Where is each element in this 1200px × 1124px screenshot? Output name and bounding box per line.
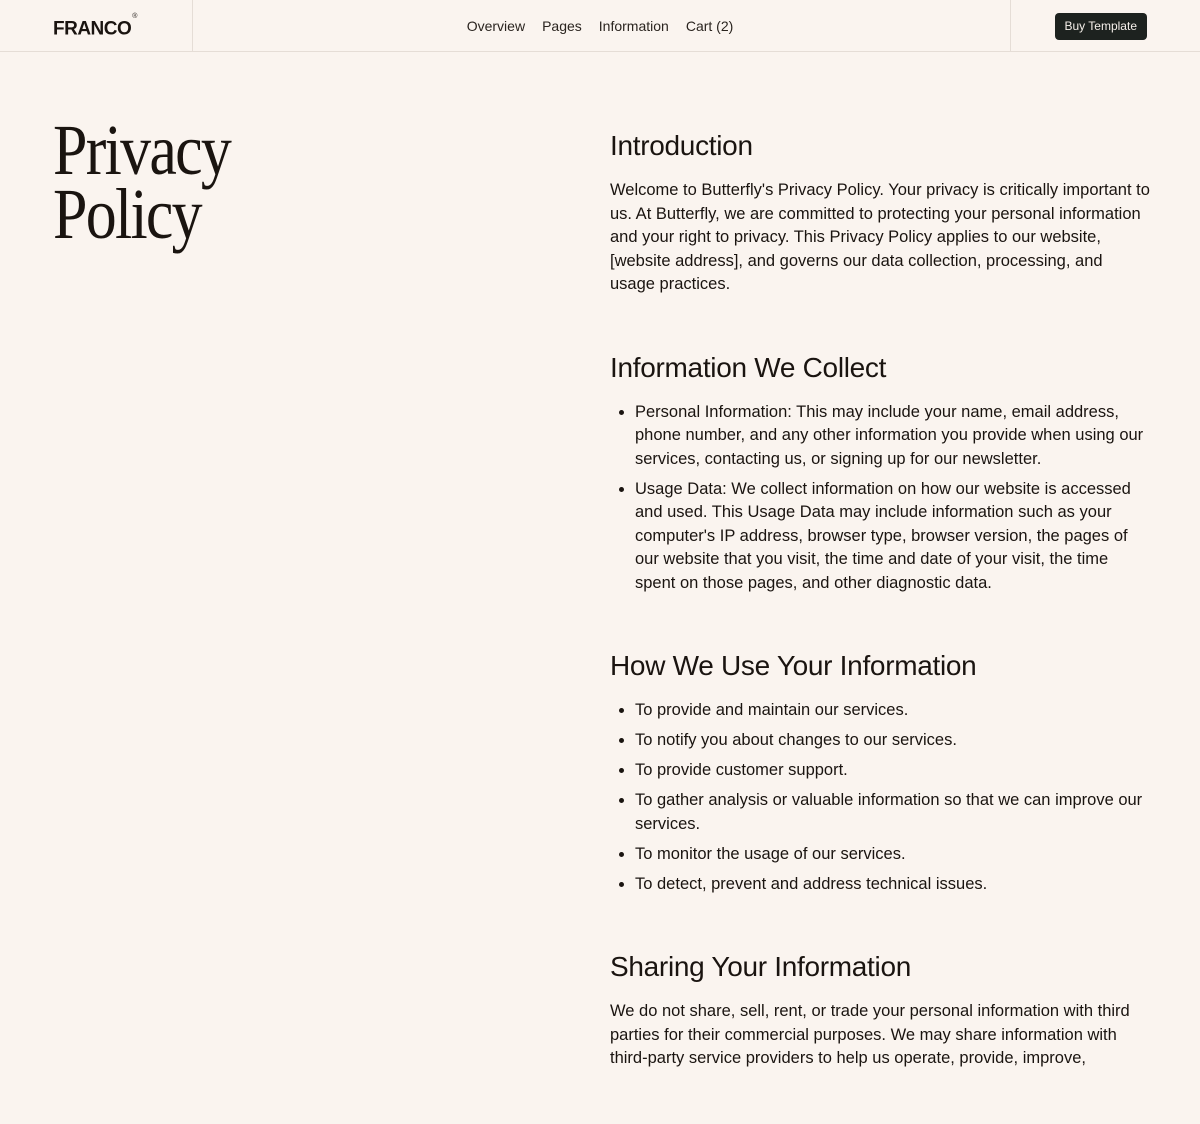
section-paragraph: We do not share, sell, rent, or trade your personal information with third parties for their commercial purposes. We may share information with third-party service providers to help us operate, provide, improve, [610,1002,1130,1067]
nav-overview[interactable]: Overview [466,18,526,34]
buy-template-button[interactable]: Buy Template [1055,13,1148,40]
nav-cart[interactable]: Cart (2) [685,18,734,34]
list-item: • To notify you about changes to our services. [635,729,1150,753]
list-item: • To provide and maintain our services. [635,699,1150,723]
section-sharing [610,949,1150,1071]
section-introduction [610,128,1150,297]
nav-information[interactable]: Information [598,18,669,34]
logo-cell [0,0,193,52]
page-title [53,110,277,254]
section-information-we-collect [610,350,1150,596]
bullet-list [610,699,1150,896]
list-item: • To gather analysis or valuable information so that we can improve our services. [635,789,1150,836]
section-heading: How We Use Your Information [610,650,977,681]
cta-cell [1010,0,1200,52]
section-how-we-use [610,648,1150,896]
list-item: • Usage Data: We collect information on how our website is accessed and used. This Usage Data may include information such as your computer's IP address, browser type, browser version, the pages of our website that you visit, the time and date of your visit, the time spent on those pages, and other diagnostic data. [635,478,1150,596]
section-heading: Sharing Your Information [610,951,912,982]
policy-content [610,128,1150,1124]
section-heading: Information We Collect [610,351,887,383]
logo[interactable] [53,13,137,40]
logo-text: FRANCO [53,18,132,40]
page-title-line-1: Privacy [53,110,231,190]
site-header [0,0,1200,52]
section-paragraph: Welcome to Butterfly's Privacy Policy. Your privacy is critically important to us. At Butterfly, we are committed to protecting your personal information and your right to privacy. This Privacy Policy applies to our website, [website address], and governs our data collection, processing, and usage practices. [610,181,1150,293]
nav-pages[interactable]: Pages [542,18,582,34]
list-item: • To monitor the usage of our services. [635,843,1150,867]
bullet-list [610,401,1150,596]
list-item: • To provide customer support. [635,759,1150,783]
registered-mark: ® [132,13,137,20]
list-item: • Personal Information: This may include your name, email address, phone number, and any other information you provide when using our services, contacting us, or signing up for our newsletter. [635,401,1150,472]
page-title-line-2: Policy [53,174,201,254]
section-heading: Introduction [610,130,753,161]
list-item: • To detect, prevent and address technical issues. [635,873,1150,897]
